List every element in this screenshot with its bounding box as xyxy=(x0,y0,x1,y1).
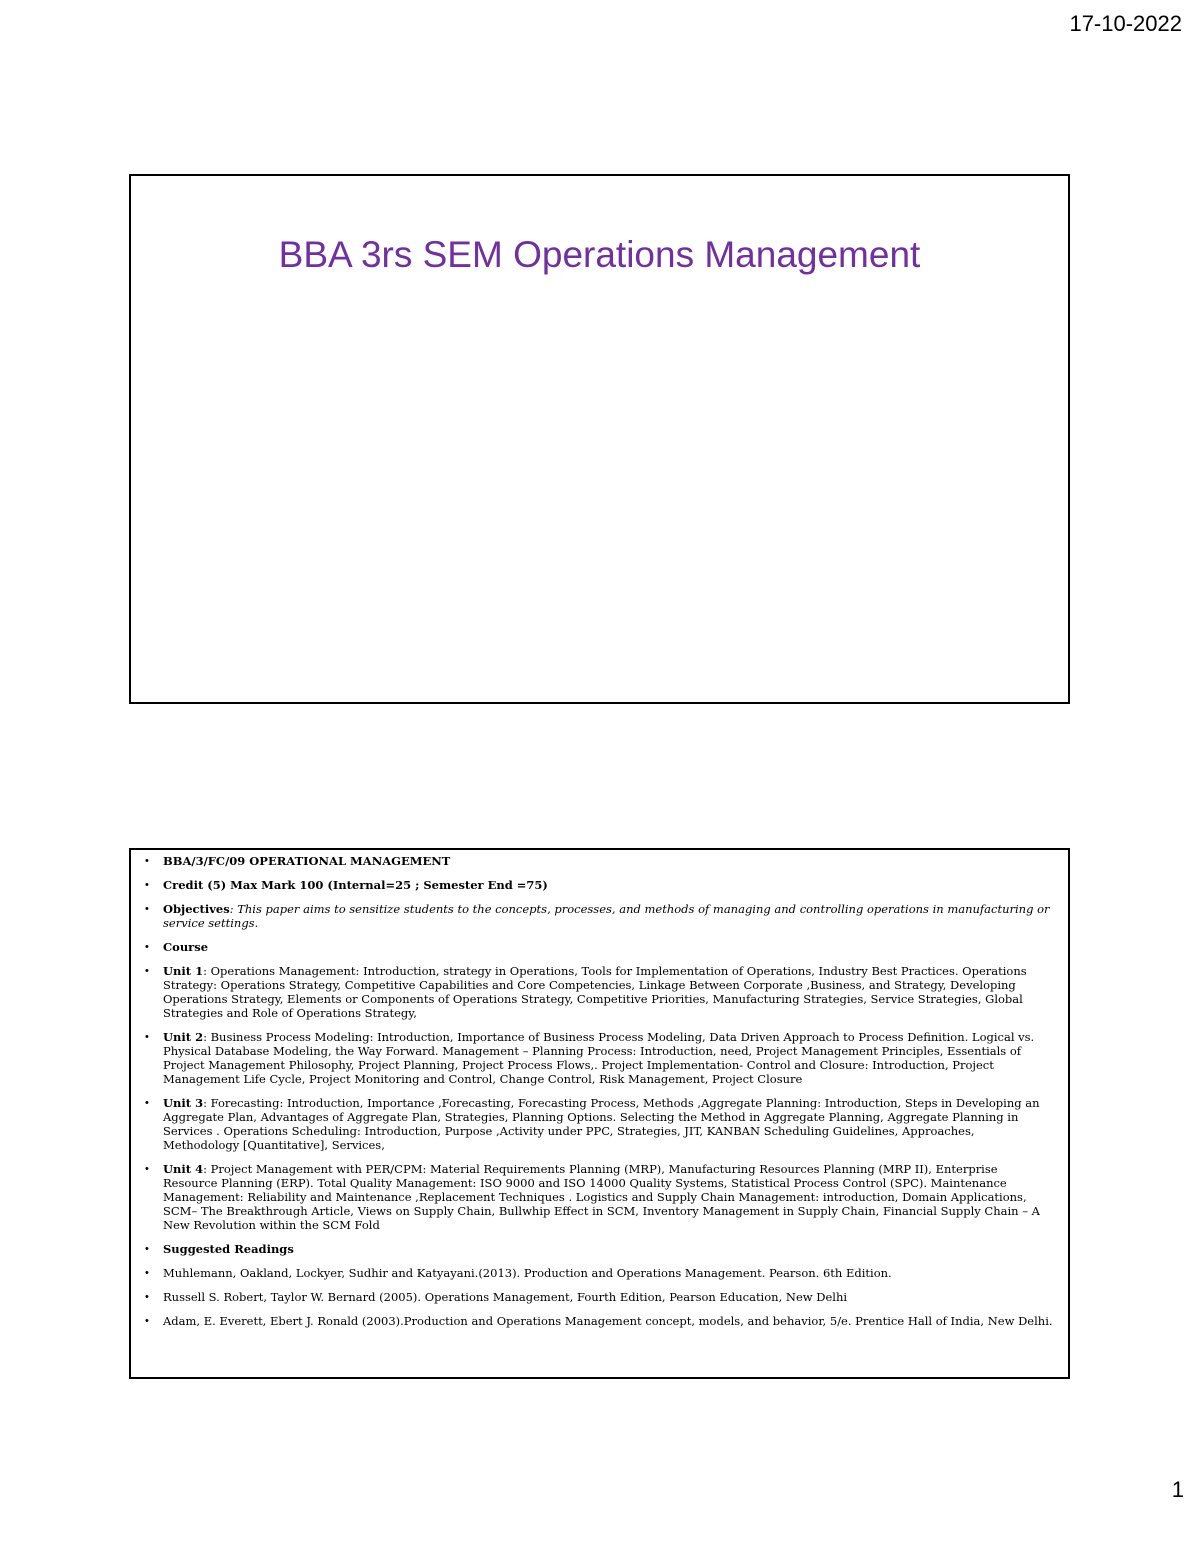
objectives-item xyxy=(143,902,1054,930)
syllabus-slide xyxy=(129,848,1070,1379)
reading-item xyxy=(143,1290,1054,1304)
syllabus-list xyxy=(143,854,1054,1328)
unit-text: : Project Management with PER/CPM: Material Requirements Planning (MRP), Manufacturing Resources Planning (MRP II), Enterprise Resource Planning (ERP). Total Quality Management: ISO 9000 and ISO 14000 Quality Systems, Statistical Process Control (SPC). Maintenance Management: Reliability and Maintenance ,Replacement Techniques . Logistics and Supply Chain Management: introduction, Domain Applications, SCM– The Breakthrough Article, Views on Supply Chain, Bullwhip Effect in SCM, Inventory Management in Supply Chain, Financial Supply Chain – A New Revolution within the SCM Fold xyxy=(163,1162,1040,1232)
slide-title: BBA 3rs SEM Operations Management xyxy=(278,234,921,275)
page-date: 17-10-2022 xyxy=(1069,11,1182,36)
unit-text: : Operations Management: Introduction, strategy in Operations, Tools for Implementation of Operations, Industry Best Practices. Operations Strategy: Operations Strategy, Competitive Capabilities and Core Competencies, Linkage Between Corporate ,Business, and Strategy, Developing Operations Strategy, Elements or Components of Operations Strategy, Competitive Priorities, Manufacturing Strategies, Service Strategies, Global Strategies and Role of Operations Strategy, xyxy=(163,964,1027,1020)
page-number: 1 xyxy=(1171,1477,1184,1502)
objectives-text: : This paper aims to sensitize students to the concepts, processes, and methods of managing and controlling operations in manufacturing or service settings. xyxy=(163,902,1050,930)
unit-label: Unit 2 xyxy=(163,1030,204,1044)
reading-text: Adam, E. Everett, Ebert J. Ronald (2003).Production and Operations Management concept, models, and behavior, 5/e. Prentice Hall of India, New Delhi. xyxy=(163,1314,1053,1328)
unit-label: Unit 3 xyxy=(163,1096,204,1110)
unit-item xyxy=(143,1096,1054,1152)
unit-label: Unit 1 xyxy=(163,964,204,978)
readings-label: Suggested Readings xyxy=(163,1242,294,1256)
course-code-item xyxy=(143,854,1054,868)
readings-heading-item xyxy=(143,1242,1054,1256)
unit-text: : Forecasting: Introduction, Importance ,Forecasting, Forecasting Process, Methods ,Aggregate Planning: Introduction, Steps in Developing an Aggregate Plan, Advantages of Aggregate Plan, Strategies, Planning Options. Selecting the Method in Aggregate Planning, Aggregate Planning in Services . Operations Scheduling: Introduction, Purpose ,Activity under PPC, Strategies, JIT, KANBAN Scheduling Guidelines, Approaches, Methodology [Quantitative], Services, xyxy=(163,1096,1040,1152)
objectives-label: Objectives xyxy=(163,902,230,916)
reading-text: Muhlemann, Oakland, Lockyer, Sudhir and Katyayani.(2013). Production and Operations Management. Pearson. 6th Edition. xyxy=(163,1266,892,1280)
course-code: BBA/3/FC/09 OPERATIONAL MANAGEMENT xyxy=(163,854,451,868)
unit-item xyxy=(143,1162,1054,1232)
unit-text: : Business Process Modeling: Introduction, Importance of Business Process Modeling, Data Driven Approach to Process Definition. Logical vs. Physical Database Modeling, the Way Forward. Management – Planning Process: Introduction, need, Project Management Principles, Essentials of Project Management Philosophy, Project Planning, Project Process Flows,. Project Implementation- Control and Closure: Introduction, Project Management Life Cycle, Project Monitoring and Control, Change Control, Risk Management, Project Closure xyxy=(163,1030,1035,1086)
unit-item xyxy=(143,1030,1054,1086)
reading-item xyxy=(143,1266,1054,1280)
unit-label: Unit 4 xyxy=(163,1162,204,1176)
credit-info: Credit (5) Max Mark 100 (Internal=25 ; Semester End =75) xyxy=(163,878,548,892)
title-slide xyxy=(129,174,1070,704)
unit-item xyxy=(143,964,1054,1020)
reading-text: Russell S. Robert, Taylor W. Bernard (2005). Operations Management, Fourth Edition, Pearson Education, New Delhi xyxy=(163,1290,848,1304)
credit-item xyxy=(143,878,1054,892)
course-label: Course xyxy=(163,940,209,954)
course-item xyxy=(143,940,1054,954)
reading-item xyxy=(143,1314,1054,1328)
